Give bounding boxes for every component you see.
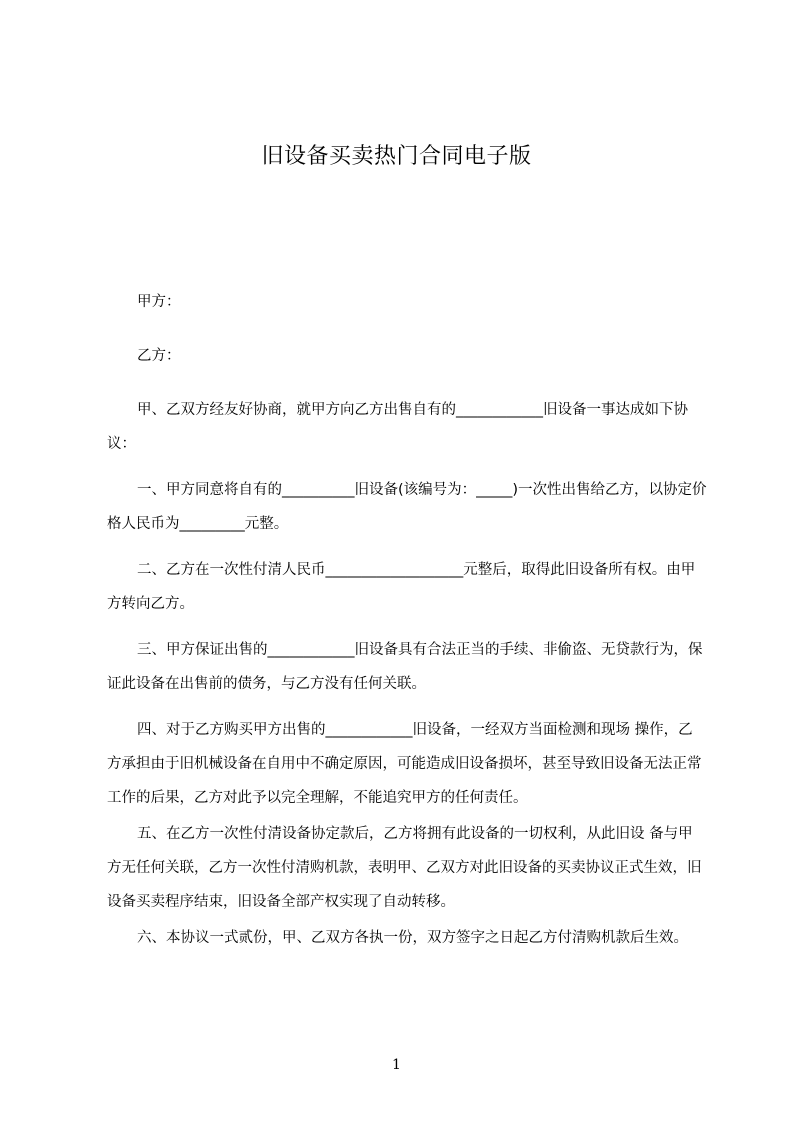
party-a-label: 甲方： [137,294,181,310]
clause-6: 六、本协议一式贰份，甲、乙双方各执一份，双方签字之日起乙方付清购机款后生效。 [137,930,688,946]
clause-2: 二、乙方在一次性付清人民币___________________元整后，取得此旧设备所有权。由甲方转向乙方。 [107,562,696,612]
clause-1: 一、甲方同意将自有的__________旧设备(该编号为：_____)一次性出售给乙方，以协定价格人民币为_________元整。 [107,482,707,532]
document-title: 旧设备买卖热门合同电子版 [261,144,532,169]
clause-4: 四、对于乙方购买甲方出售的____________旧设备，一经双方当面检测和现场 操作，乙方承担由于旧机械设备在自用中不确定原因，可能造成旧设备损坏，甚至导致旧设备无法正常工作的后果，乙方对此予以完全理解，不能追究甲方的任何责任。 [107,722,702,806]
clause-3: 三、甲方保证出售的____________旧设备具有合法正当的手续、非偷盗、无贷款行为，保证此设备在出售前的债务，与乙方没有任何关联。 [107,642,703,692]
page-number: 1 [392,1057,401,1073]
intro-paragraph: 甲、乙双方经友好协商，就甲方向乙方出售自有的____________旧设备一事达成如下协议： [107,402,688,452]
clause-5: 五、在乙方一次性付清设备协定款后，乙方将拥有此设备的一切权利，从此旧设 备与甲方无任何关联，乙方一次性付清购机款，表明甲、乙双方对此旧设备的买卖协议正式生效，旧设备买卖程序结束，旧设备全部产权实现了自动转移。 [107,826,702,910]
party-b-label: 乙方： [137,348,181,364]
